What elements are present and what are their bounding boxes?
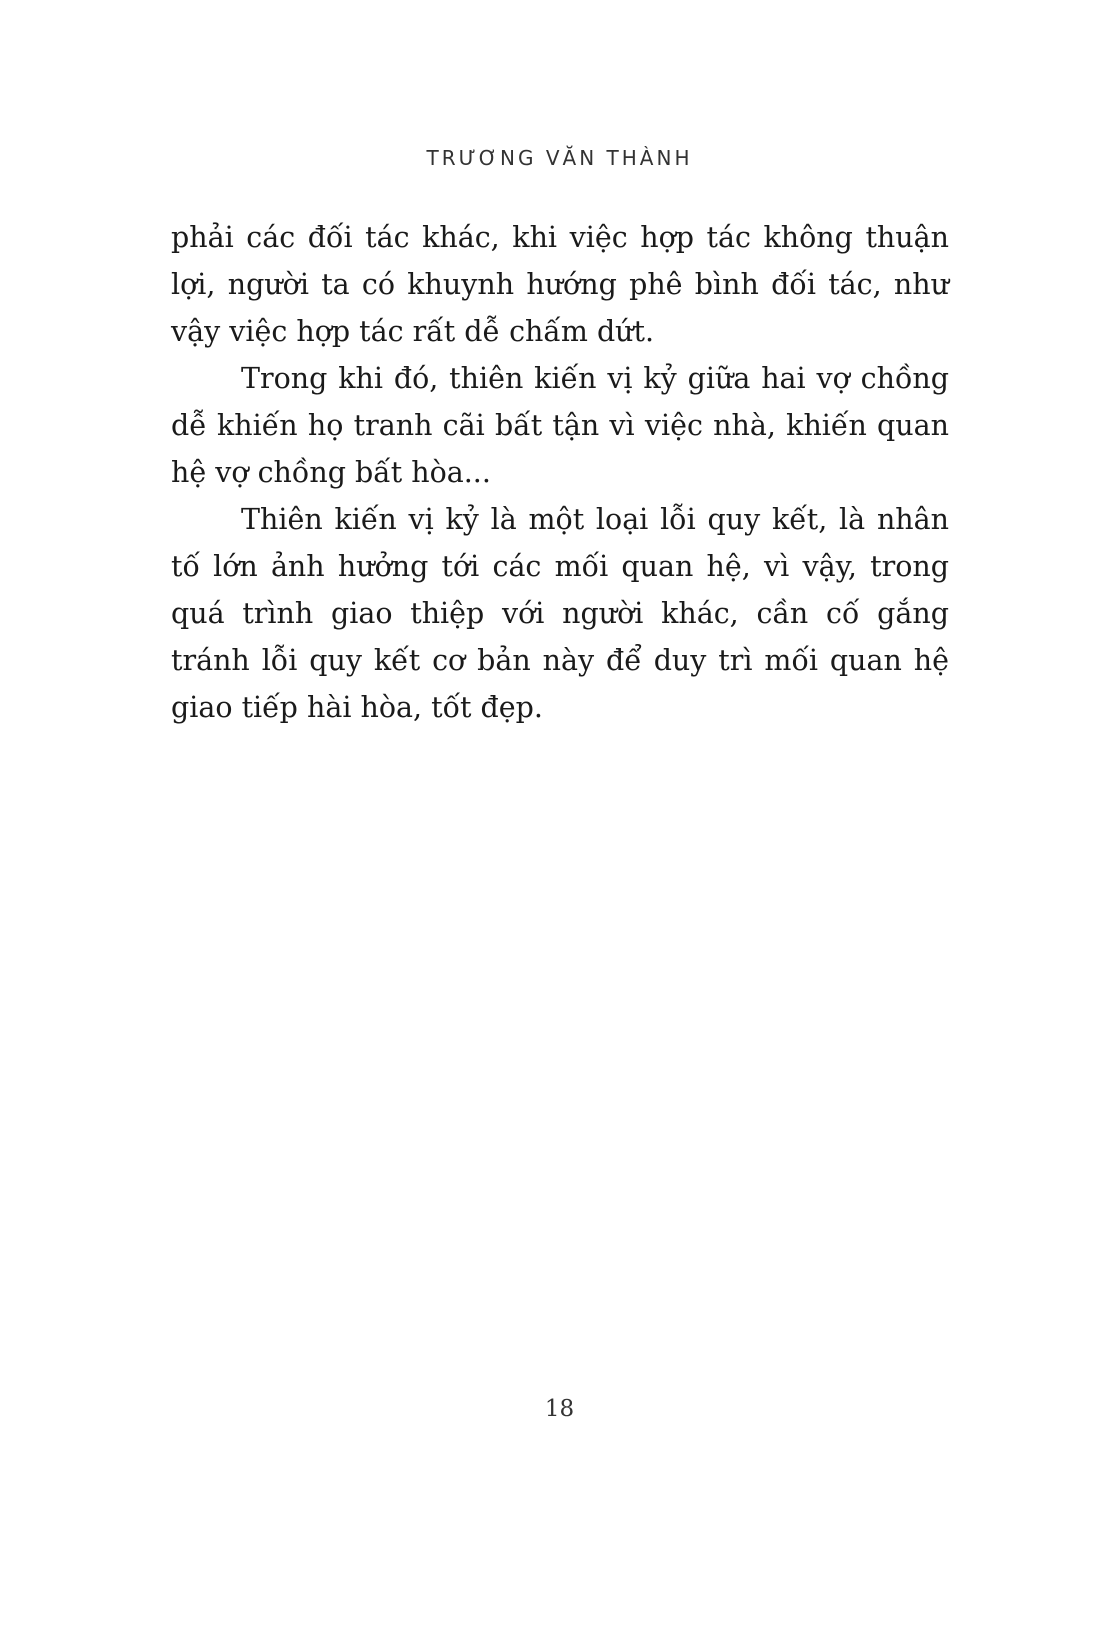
- body-text: [171, 214, 949, 731]
- running-header: TRƯƠNG VĂN THÀNH: [426, 146, 693, 170]
- paragraph: Trong khi đó, thiên kiến vị kỷ giữa hai vợ chồng dễ khiến họ tranh cãi bất tận vì việc nhà, khiến quan hệ vợ chồng bất hòa...: [171, 362, 949, 489]
- paragraph-continued: phải các đối tác khác, khi việc hợp tác không thuận lợi, người ta có khuynh hướng phê bình đối tác, như vậy việc hợp tác rất dễ chấm dứt.: [171, 221, 949, 348]
- page-number: 18: [544, 1396, 575, 1422]
- paragraph: Thiên kiến vị kỷ là một loại lỗi quy kết, là nhân tố lớn ảnh hưởng tới các mối quan hệ, vì vậy, trong quá trình giao thiệp với người khác, cần cố gắng tránh lỗi quy kết cơ bản này để duy trì mối quan hệ giao tiếp hài hòa, tốt đẹp.: [171, 503, 949, 724]
